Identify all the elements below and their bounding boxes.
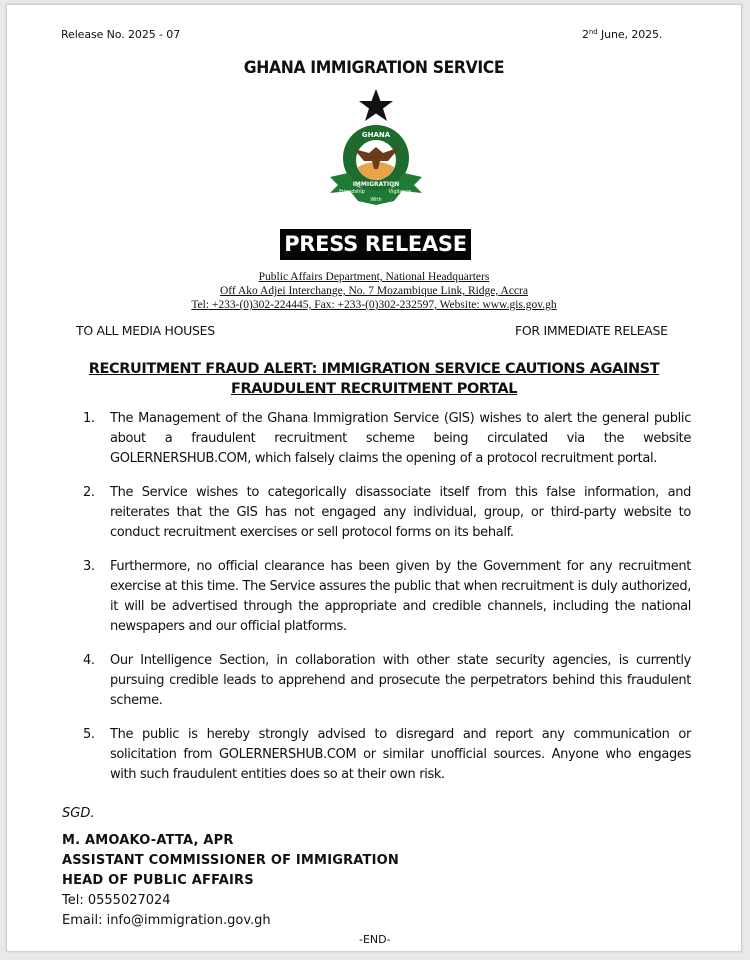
logo-motto-3: Vigilance — [388, 189, 412, 195]
headline-line-2: FRAUDULENT RECRUITMENT PORTAL — [230, 381, 518, 397]
press-release-page — [6, 4, 742, 952]
date-day: 2 — [582, 28, 589, 41]
signatory-role: HEAD OF PUBLIC AFFAIRS — [62, 873, 254, 888]
signed-marker: SGD. — [62, 806, 95, 821]
list-item — [83, 483, 691, 543]
audience-label: TO ALL MEDIA HOUSES — [76, 323, 215, 338]
list-item — [83, 409, 691, 469]
item-text: The Service wishes to categorically disassociate itself from this false information, and reiterates that the GIS has not engaged any individual, group, or third-party website to conduct recruitment exercises or sell protocol forms on its behalf. — [110, 485, 691, 540]
item-number: 5. — [83, 727, 95, 742]
release-date — [582, 28, 662, 41]
organization-title: GHANA IMMIGRATION SERVICE — [243, 58, 505, 78]
headline — [7, 359, 741, 399]
headline-line-1: RECRUITMENT FRAUD ALERT: IMMIGRATION SERVICE CAUTIONS AGAINST — [88, 361, 660, 377]
logo-motto-1: Friendship — [339, 189, 365, 195]
item-number: 2. — [83, 485, 95, 500]
item-text: Furthermore, no official clearance has been given by the Government for any recruitment exercise at this time. The Service assures the public that when recruitment is duly authorized, it will be advertised through the appropriate and credible channels, including the national newspapers and our official platforms. — [110, 559, 691, 634]
signature-block — [62, 831, 399, 931]
logo-motto-2: With — [370, 197, 382, 203]
date-rest: June, 2025. — [597, 28, 663, 41]
list-item — [83, 725, 691, 785]
address-contacts: Tel: +233-(0)302-224445, Fax: +233-(0)302-232597, Website: www.gis.gov.gh — [191, 299, 557, 311]
item-text: Our Intelligence Section, in collaboration with other state security agencies, is currently pursuing credible leads to apprehend and prosecute the perpetrators behind this fraudulent scheme. — [110, 653, 691, 708]
signatory-rank: ASSISTANT COMMISSIONER OF IMMIGRATION — [62, 853, 399, 868]
address-street: Off Ako Adjei Interchange, No. 7 Mozambique Link, Ridge, Accra — [220, 285, 528, 297]
press-release-banner: PRESS RELEASE — [280, 229, 471, 260]
item-number: 3. — [83, 559, 95, 574]
release-number: Release No. 2025 - 07 — [61, 28, 181, 41]
signatory-tel: Tel: 0555027024 — [62, 893, 171, 908]
date-suffix: nd — [588, 28, 598, 36]
gis-crest-icon — [314, 87, 438, 213]
address-department: Public Affairs Department, National Headquarters — [258, 271, 490, 283]
logo-top-text: GHANA — [361, 131, 391, 139]
black-star-icon — [359, 89, 393, 121]
logo-bottom-text: IMMIGRATION — [352, 181, 400, 188]
release-type-label: FOR IMMEDIATE RELEASE — [515, 323, 668, 338]
gis-logo — [314, 87, 438, 213]
signatory-name: M. AMOAKO-ATTA, APR — [62, 833, 234, 848]
signatory-email: Email: info@immigration.gov.gh — [62, 913, 271, 928]
item-text: The Management of the Ghana Immigration Service (GIS) wishes to alert the general public about a fraudulent recruitment scheme being circulated via the website GOLERNERSHUB.COM, which falsely claims the opening of a protocol recruitment portal. — [110, 411, 691, 466]
item-number: 1. — [83, 411, 95, 426]
item-text: The public is hereby strongly advised to disregard and report any communication or solicitation from GOLERNERSHUB.COM or similar unofficial sources. Anyone who engages with such fraudulent entities does so at their own risk. — [110, 727, 691, 782]
numbered-points — [83, 409, 691, 799]
list-item — [83, 651, 691, 711]
item-number: 4. — [83, 653, 95, 668]
end-marker: -END- — [359, 933, 391, 946]
list-item — [83, 557, 691, 637]
